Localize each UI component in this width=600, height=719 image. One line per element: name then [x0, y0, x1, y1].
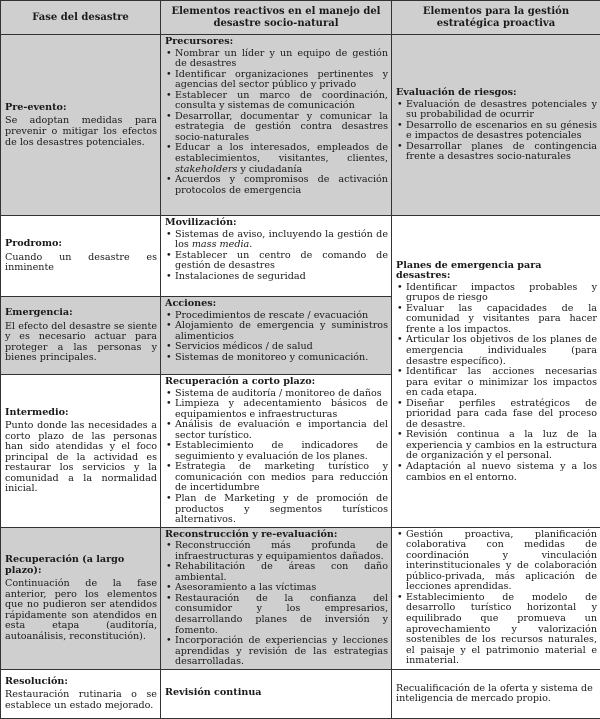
phase-cell: [1, 669, 161, 718]
phase-cell: [1, 35, 161, 216]
risk-heading: Evaluación de riesgos:: [396, 88, 597, 99]
final-cell: [392, 669, 600, 718]
list-item: • Acuerdos y compromisos de activación protocolos de emergencia: [175, 175, 388, 196]
phase-cell: [1, 375, 161, 528]
list-item: • Incorporación de experiencias y lecciones aprendidas y revisión de las estrategias desarrolladas.: [175, 636, 388, 668]
reactive-cell: [161, 375, 392, 528]
phase-name: Emergencia:: [5, 308, 157, 319]
reactive-heading: Movilización:: [165, 218, 388, 229]
list-item: • Instalaciones de seguridad: [175, 272, 388, 283]
list-item: • Plan de Marketing y de promoción de productos y segmentos turísticos alternativos.: [175, 494, 388, 526]
list-item: • Articular los objetivos de los planes de emergencia individuales (para desastre específico).: [406, 335, 597, 367]
reactive-heading: Recuperación a corto plazo:: [165, 377, 388, 388]
phase-description: El efecto del desastre se siente y es necesario actuar para proteger a las personas y bienes principales.: [5, 322, 157, 364]
list-item: • Limpieza y adecentamiento básicos de equipamientos e infraestructuras: [175, 399, 388, 420]
management-list: [396, 530, 597, 667]
list-item: • Identificar impactos probables y grupos de riesgo: [406, 283, 597, 304]
reactive-list: [165, 49, 388, 197]
list-item: • Sistema de auditoría / monitoreo de daños: [175, 389, 388, 400]
list-item: • Identificar las acciones necesarias para evitar o minimizar los impactos en cada etapa.: [406, 367, 597, 399]
phase-name: Pre-evento:: [5, 103, 157, 114]
phase-cell: [1, 527, 161, 669]
list-item: • Reconstrucción más profunda de infraestructuras y equipamientos dañados.: [175, 541, 388, 562]
list-item: • Sistemas de aviso, incluyendo la gestión de los mass media.: [175, 230, 388, 251]
plans-heading: Planes de emergencia para desastres:: [396, 261, 597, 282]
management-cell: [392, 527, 600, 669]
reactive-cell: [161, 216, 392, 297]
reactive-text: Revisión continua: [165, 688, 388, 699]
phase-description: Se adoptan medidas para prevenir o mitigar los efectos de los desastres potenciales.: [5, 116, 157, 148]
plans-list: [396, 283, 597, 483]
risk-list: [396, 100, 597, 163]
list-item: • Desarrollo de escenarios en su génesis e impactos de desastres potenciales: [406, 121, 597, 142]
list-item: • Procedimientos de rescate / evacuación: [175, 311, 388, 322]
reactive-list: [165, 311, 388, 364]
list-item: • Desarrollar planes de contingencia frente a desastres socio-naturales: [406, 142, 597, 163]
list-item: • Sistemas de monitoreo y comunicación.: [175, 353, 388, 364]
list-item: • Rehabilitación de áreas con daño ambiental.: [175, 562, 388, 583]
list-item: • Establecer un marco de coordinación, consulta y sistemas de comunicación: [175, 91, 388, 112]
header-proactive: Elementos para la gestión estratégica proactiva: [392, 1, 600, 35]
phase-name: Intermedio:: [5, 408, 157, 419]
reactive-heading: Acciones:: [165, 299, 388, 310]
list-item: • Análisis de evaluación e importancia del sector turístico.: [175, 420, 388, 441]
phase-name: Resolución:: [5, 677, 157, 688]
final-text: Recualificación de la oferta y sistema de inteligencia de mercado propio.: [396, 684, 597, 705]
emergency-plans-cell: [392, 216, 600, 528]
list-item: • Establecimiento de indicadores de seguimiento y evaluación de los planes.: [175, 441, 388, 462]
phase-cell: [1, 216, 161, 297]
reactive-cell: [161, 35, 392, 216]
reactive-cell: [161, 669, 392, 718]
list-item: • Alojamiento de emergencia y suministros alimenticios: [175, 321, 388, 342]
reactive-heading: Reconstrucción y re-evaluación:: [165, 530, 388, 541]
phase-name: Prodromo:: [5, 239, 157, 250]
list-item: • Restauración de la confianza del consumidor y los empresarios, desarrollando planes de inversión y fomento.: [175, 594, 388, 636]
list-item: • Adaptación al nuevo sistema y a los cambios en el entorno.: [406, 462, 597, 483]
reactive-cell: [161, 527, 392, 669]
header-phase: Fase del desastre: [1, 1, 161, 35]
list-item: • Establecer un centro de comando de gestión de desastres: [175, 251, 388, 272]
list-item: • Asesoramiento a las víctimas: [175, 583, 388, 594]
header-reactive: Elementos reactivos en el manejo del desastre socio-natural: [161, 1, 392, 35]
list-item: • Educar a los interesados, empleados de establecimientos, visitantes, clientes, stakeholders y ciudadanía: [175, 143, 388, 175]
list-item: • Revisión continua a la luz de la experiencia y cambios en la estructura de organización y el personal.: [406, 430, 597, 462]
phase-description: Punto donde las necesidades a corto plazo de las personas han sido atendidas y el foco principal de la actividad es restaurar los servicios y la comunidad a la normalidad inicial.: [5, 421, 157, 495]
list-item: • Gestión proactiva, planificación colaborativa con medidas de coordinación y vinculación interinstitucionales y de colaboración público-privada, más aplicación de lecciones aprendidas.: [406, 530, 597, 593]
phase-cell: [1, 297, 161, 375]
reactive-list: [165, 389, 388, 526]
list-item: • Estrategia de marketing turístico y comunicación con medios para reducción de incertidumbre: [175, 462, 388, 494]
phase-name: Recuperación (a largo plazo):: [5, 555, 157, 576]
reactive-list: [165, 541, 388, 668]
list-item: • Desarrollar, documentar y comunicar la estrategia de gestión contra desastres socio-naturales: [175, 112, 388, 144]
list-item: • Evaluación de desastres potenciales y su probabilidad de ocurrir: [406, 100, 597, 121]
risk-assessment-cell: [392, 35, 600, 216]
phase-description: Restauración rutinaria o se establece un estado mejorado.: [5, 690, 157, 711]
table-row-prodromo: [1, 216, 600, 297]
table-row-resolucion: [1, 669, 600, 718]
list-item: • Nombrar un líder y un equipo de gestión de desastres: [175, 49, 388, 70]
phase-description: Continuación de la fase anterior, pero los elementos que no pudieron ser atendidos rápidamente son atendidos en esta etapa (auditoría, autoanálisis, reconstitución).: [5, 579, 157, 642]
list-item: • Establecimiento de modelo de desarrollo turístico horizontal y equilibrado que promueva un aprovechamiento y valorización sostenibles de los recursos naturales, el paisaje y el patrimonio material e inmaterial.: [406, 593, 597, 667]
table-row-pre-evento: [1, 35, 600, 216]
list-item: • Identificar organizaciones pertinentes y agencias del sector público y privado: [175, 70, 388, 91]
phase-description: Cuando un desastre es inminente: [5, 253, 157, 274]
table-row-recuperacion: [1, 527, 600, 669]
reactive-list: [165, 230, 388, 283]
list-item: • Diseñar perfiles estratégicos de prioridad para cada fase del proceso de desastre.: [406, 399, 597, 431]
header-row: [1, 1, 600, 35]
reactive-cell: [161, 297, 392, 375]
list-item: • Evaluar las capacidades de la comunidad y visitantes para hacer frente a los impactos.: [406, 304, 597, 336]
list-item: • Servicios médicos / de salud: [175, 342, 388, 353]
reactive-heading: Precursores:: [165, 37, 388, 48]
